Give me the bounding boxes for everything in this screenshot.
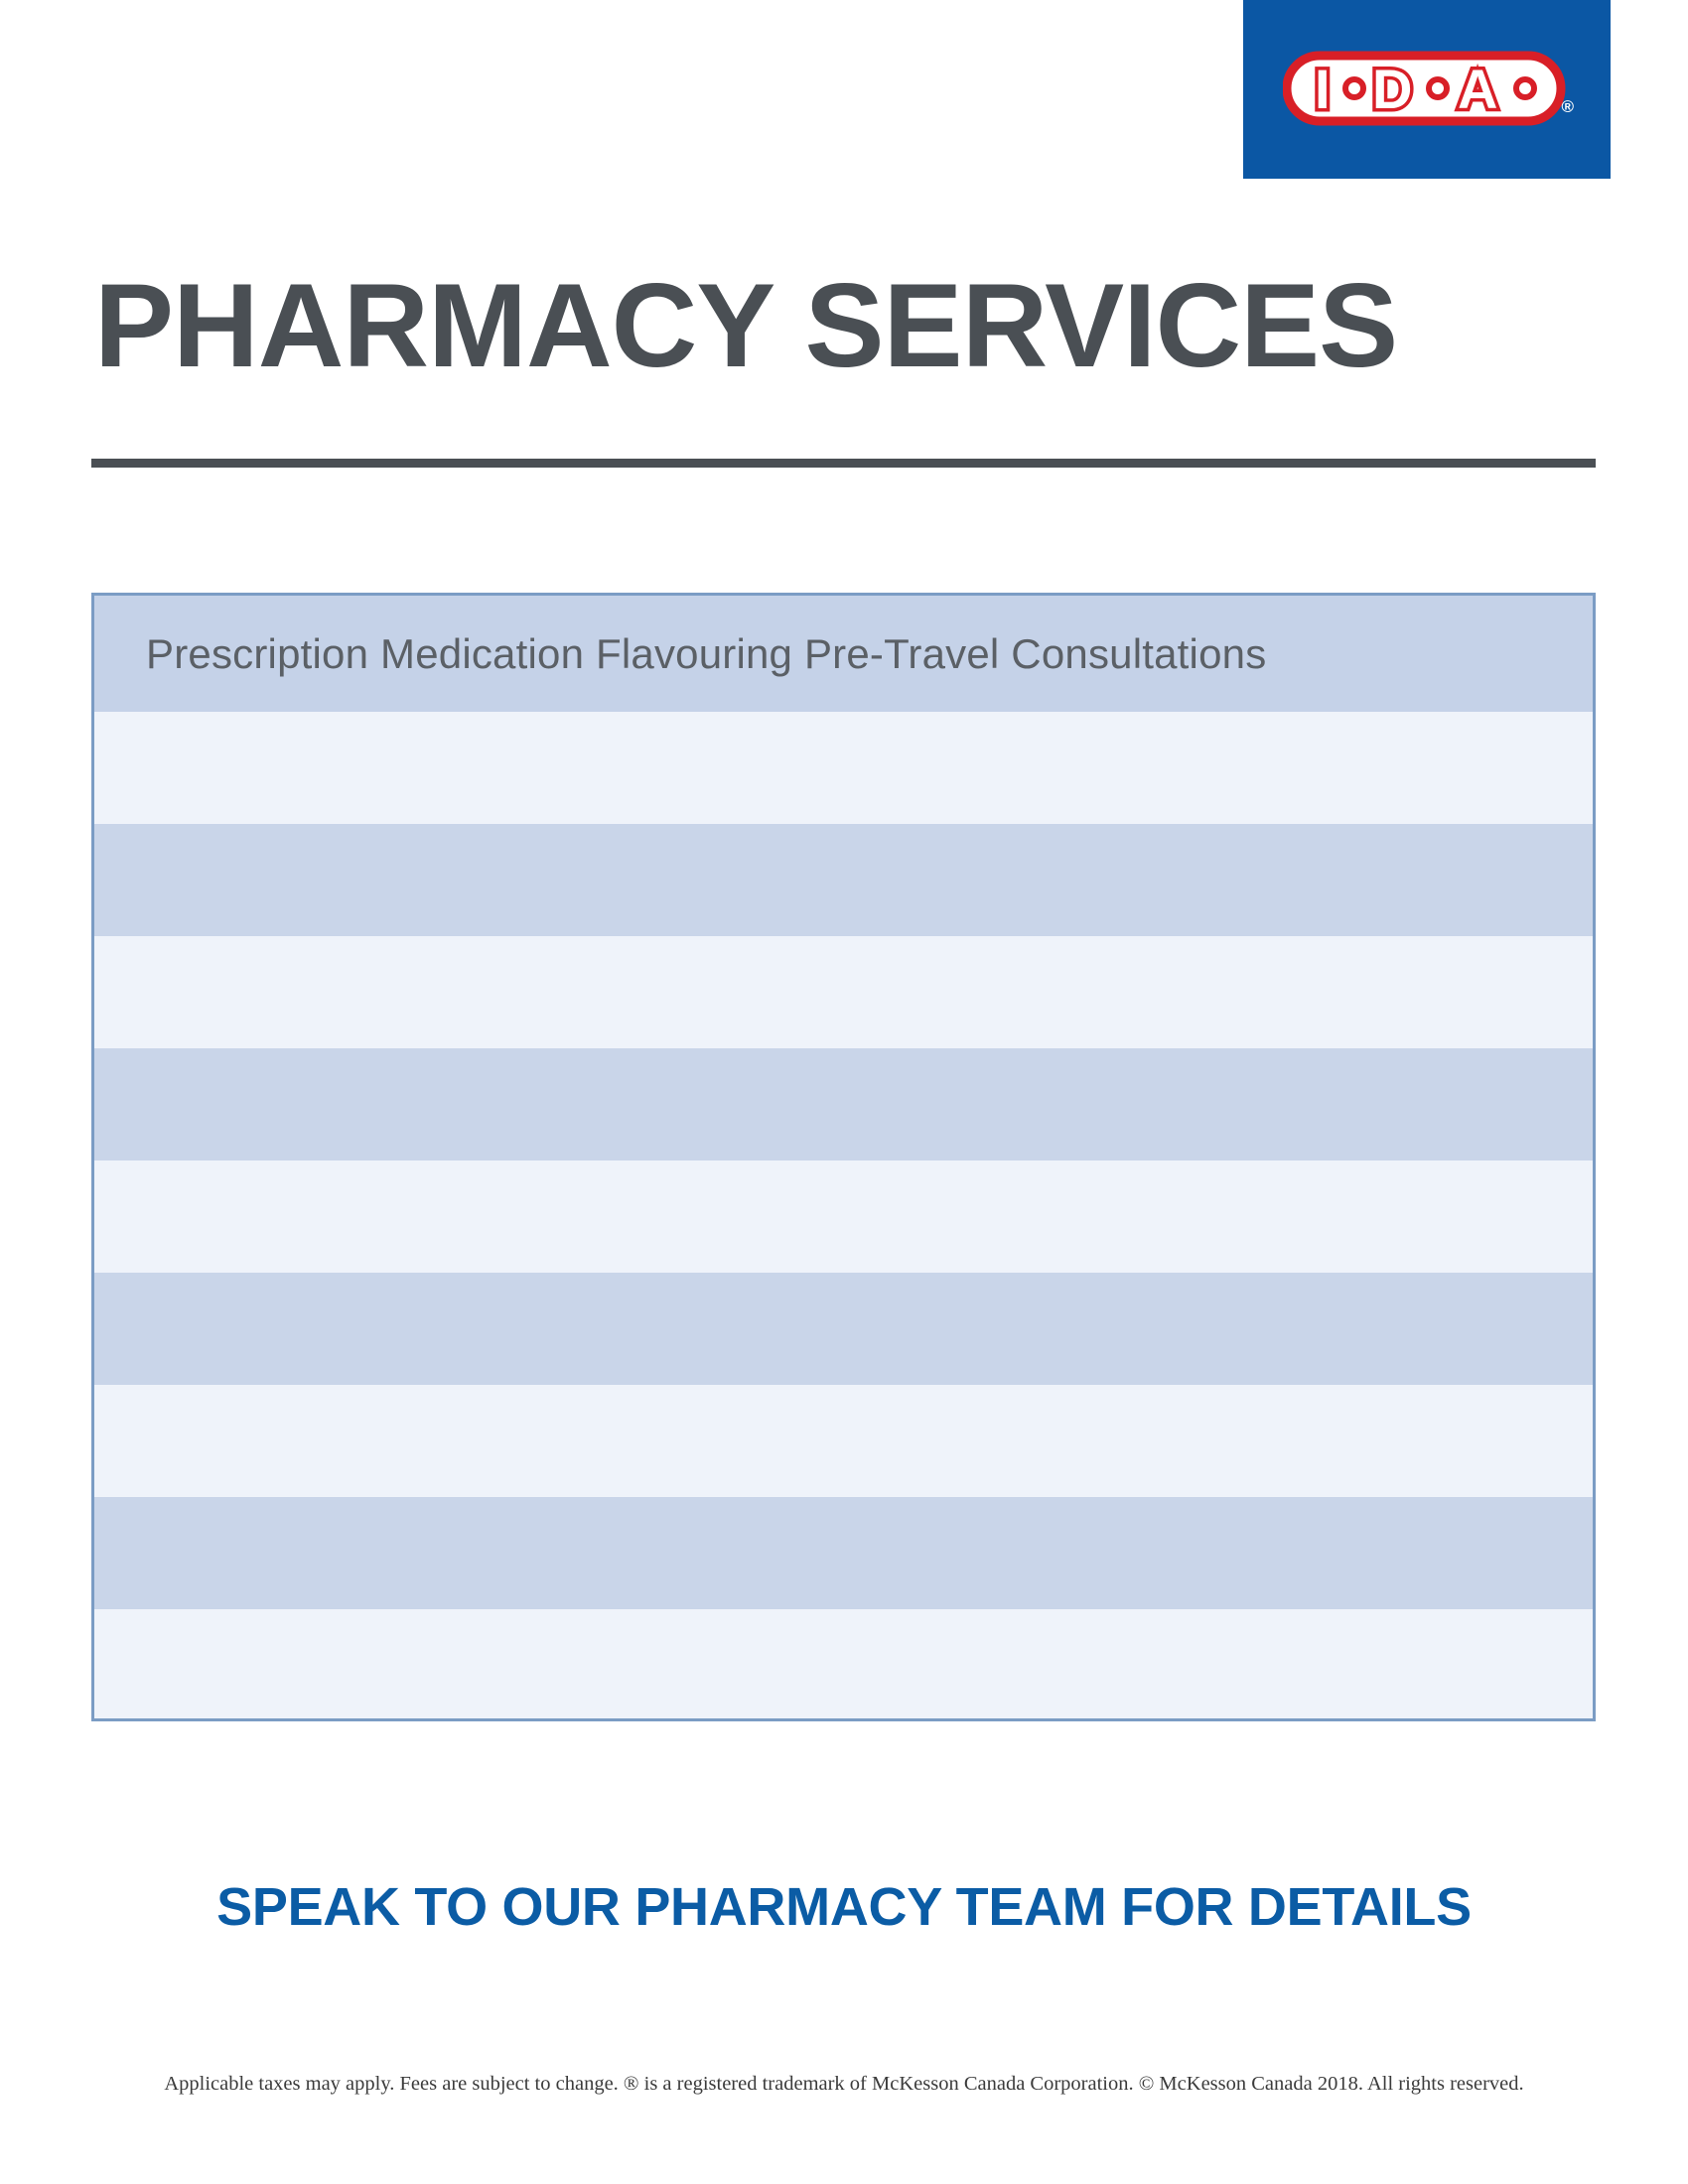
table-row <box>94 824 1593 936</box>
table-row <box>94 712 1593 824</box>
services-table <box>91 593 1596 1721</box>
legal-footer-text: Applicable taxes may apply. Fees are subject to change. ® is a registered trademark of McKesson Canada Corporation. © McKesson Canada 2018. All rights reserved. <box>164 2073 1524 2095</box>
table-row <box>94 1273 1593 1385</box>
page-title: PHARMACY SERVICES <box>94 259 1398 392</box>
svg-text:I: I <box>1315 58 1331 120</box>
table-row <box>94 1160 1593 1273</box>
table-row <box>94 1609 1593 1721</box>
ida-logo <box>1278 36 1576 143</box>
ida-logo-icon <box>1283 40 1571 139</box>
table-row <box>94 1497 1593 1609</box>
svg-text:A: A <box>1458 58 1498 120</box>
title-divider <box>91 459 1596 468</box>
svg-text:D: D <box>1372 58 1413 120</box>
registered-mark-icon: ® <box>1561 97 1574 116</box>
services-table-header <box>94 596 1593 712</box>
services-table-header-label: Prescription Medication Flavouring Pre-Travel Consultations <box>146 629 1267 677</box>
table-row <box>94 1385 1593 1497</box>
table-row <box>94 1048 1593 1160</box>
call-to-action-text: SPEAK TO OUR PHARMACY TEAM FOR DETAILS <box>216 1877 1472 1937</box>
table-row <box>94 936 1593 1048</box>
ida-logo-block <box>1243 0 1611 179</box>
